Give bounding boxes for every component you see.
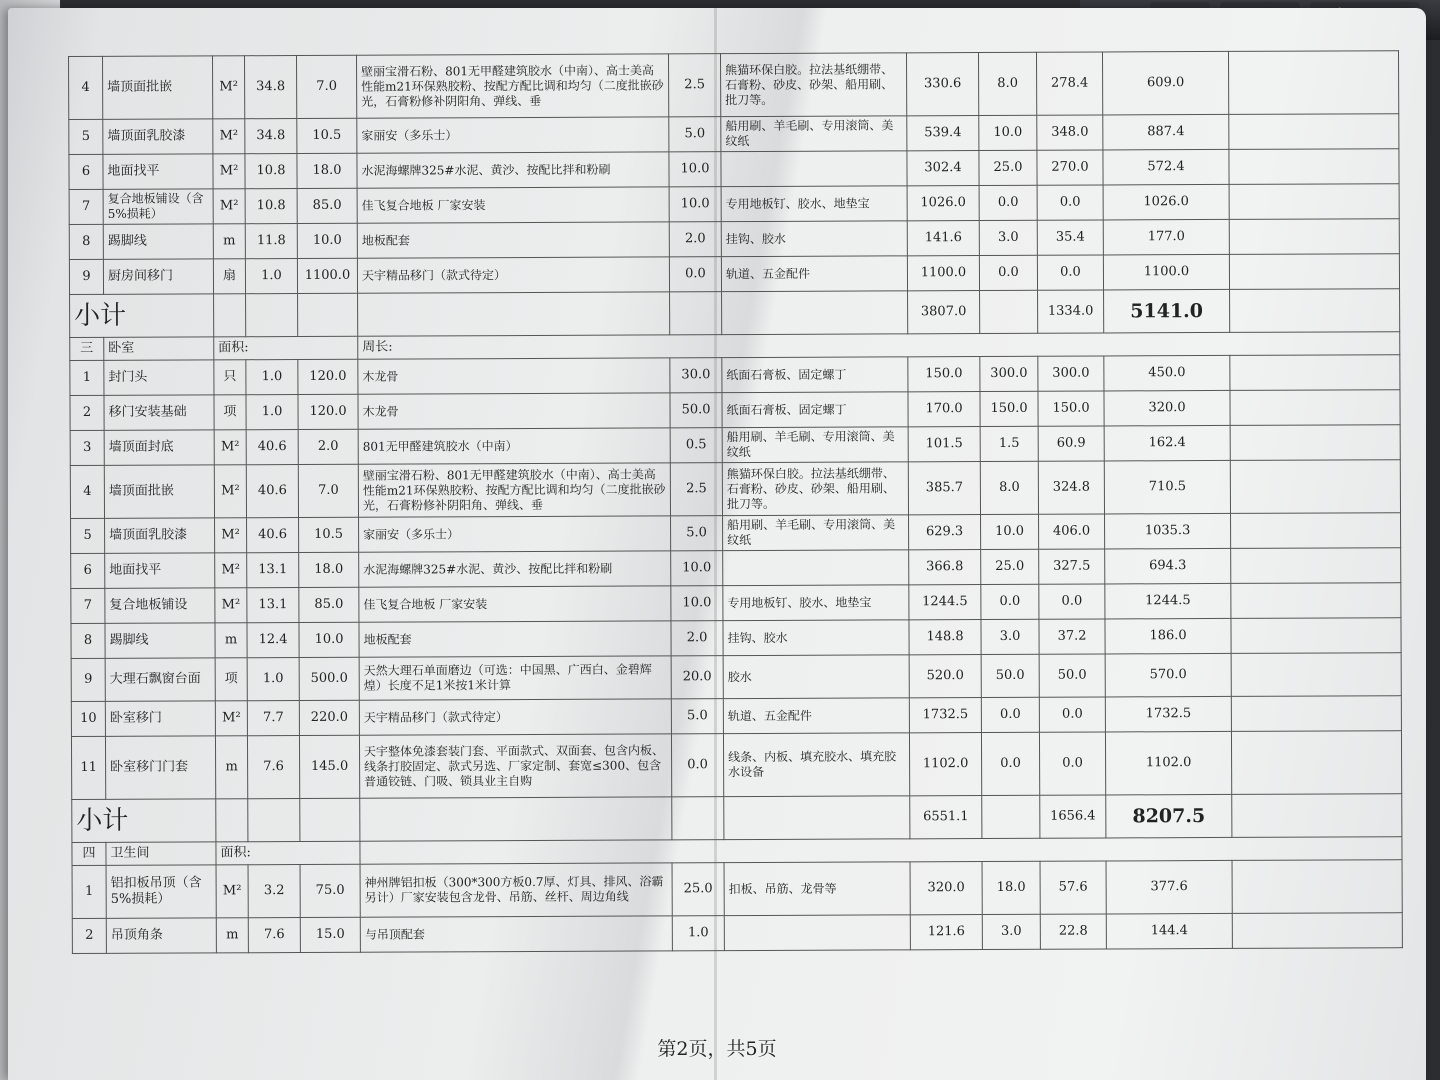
- material-total: 366.8: [909, 550, 981, 585]
- remark: [1231, 583, 1401, 619]
- material-total: 170.0: [908, 392, 980, 427]
- section-title: 卫生间: [106, 842, 216, 865]
- unit: m: [215, 623, 247, 658]
- labor-total: 324.8: [1038, 461, 1104, 514]
- remark: [1229, 219, 1399, 255]
- unit-price: 7.0: [298, 464, 358, 517]
- subtotal-label: 小计: [72, 799, 216, 843]
- labor-total: 0.0: [1039, 732, 1105, 795]
- labor-total: 327.5: [1039, 549, 1105, 584]
- quantity: 1.0: [247, 657, 299, 700]
- material-desc: 天宇精品移门（款式待定）: [359, 699, 671, 735]
- row-no: 5: [69, 119, 103, 154]
- item-name: 地面找平: [103, 154, 213, 189]
- material-desc: 水泥海螺牌325#水泥、黄沙、按配比拌和粉刷: [357, 152, 669, 188]
- material-total: 320.0: [910, 862, 982, 915]
- remark: [1231, 653, 1401, 697]
- aux-materials: 船用刷、羊毛刷、专用滚筒、美纹纸: [721, 116, 907, 152]
- material-desc: 家丽安（多乐士）: [357, 117, 669, 153]
- aux-rate: 25.0: [672, 863, 724, 916]
- unit-price: 85.0: [297, 188, 357, 223]
- labor-price: 1.5: [980, 426, 1038, 461]
- quotation-table: [68, 50, 1403, 954]
- item-name: 封门头: [104, 360, 214, 395]
- row-no: 3: [70, 430, 104, 465]
- labor-total: 150.0: [1038, 391, 1104, 426]
- remark: [1229, 184, 1399, 220]
- subtotal-labor: 1656.4: [1040, 795, 1106, 838]
- aux-rate: 50.0: [670, 393, 722, 428]
- remark: [1230, 355, 1400, 391]
- item-name: 复合地板铺设: [105, 588, 215, 623]
- labor-total: 0.0: [1037, 255, 1103, 290]
- aux-materials: 线条、内板、填充胶水、填充胶水设备: [723, 733, 909, 797]
- quantity: 40.6: [247, 517, 299, 552]
- table-row: [69, 219, 1399, 260]
- row-total: 144.4: [1106, 913, 1232, 949]
- table-row: [69, 51, 1399, 120]
- row-total: 450.0: [1104, 355, 1230, 391]
- item-name: 墙顶面乳胶漆: [105, 518, 215, 553]
- unit-price: 2.0: [298, 429, 358, 464]
- unit: M²: [214, 465, 246, 518]
- remark: [1230, 390, 1400, 426]
- quotation-paper: [8, 8, 1426, 1080]
- remark: [1231, 513, 1401, 549]
- unit-price: 85.0: [299, 587, 359, 622]
- quantity: 40.6: [246, 464, 298, 517]
- bedroom-subtotal: [72, 794, 1402, 866]
- row-total: 1026.0: [1103, 184, 1229, 220]
- labor-price: 0.0: [981, 697, 1039, 732]
- table-row: [71, 513, 1401, 554]
- material-total: 141.6: [907, 221, 979, 256]
- remark: [1229, 114, 1399, 150]
- aux-materials: 挂钩、胶水: [721, 221, 907, 257]
- labor-price: 10.0: [979, 115, 1037, 150]
- item-name: 墙顶面乳胶漆: [103, 119, 213, 154]
- aux-materials: 胶水: [723, 655, 909, 699]
- quantity: 40.6: [246, 429, 298, 464]
- unit: M²: [215, 701, 247, 736]
- row-total: 377.6: [1106, 860, 1232, 914]
- item-name: 墙顶面批嵌: [104, 465, 214, 518]
- item-name: 踢脚线: [105, 623, 215, 658]
- aux-materials: 专用地板钉、胶水、地垫宝: [721, 186, 907, 222]
- labor-total: 22.8: [1040, 914, 1106, 949]
- unit: M²: [213, 189, 245, 224]
- subtotal-label: 小计: [70, 294, 214, 338]
- aux-materials: [723, 550, 909, 586]
- row-no: 8: [71, 623, 105, 658]
- quantity: 12.4: [247, 622, 299, 657]
- unit-price: 120.0: [298, 394, 358, 429]
- item-name: 吊顶角条: [106, 918, 216, 953]
- unit-price: 10.5: [297, 118, 357, 153]
- item-name: 厨房间移门: [103, 259, 213, 294]
- quantity: 34.8: [245, 119, 297, 154]
- row-total: 710.5: [1104, 460, 1230, 514]
- unit-price: 500.0: [299, 657, 359, 700]
- perimeter-label: 周长:: [358, 332, 1400, 360]
- table-row: [69, 184, 1399, 225]
- row-no: 1: [72, 865, 106, 918]
- aux-rate: 0.0: [669, 257, 721, 292]
- material-total: 302.4: [907, 151, 979, 186]
- quantity: 10.8: [245, 189, 297, 224]
- table-row: [70, 460, 1400, 519]
- remark: [1231, 696, 1401, 732]
- subtotal-row: [72, 794, 1402, 843]
- aux-rate: 10.0: [669, 152, 721, 187]
- aux-rate: 1.0: [672, 916, 724, 951]
- section-no: 三: [70, 337, 104, 360]
- quantity: 13.1: [247, 587, 299, 622]
- aux-rate: 5.0: [669, 117, 721, 152]
- labor-total: 57.6: [1040, 861, 1106, 914]
- unit: m: [213, 224, 245, 259]
- unit: 扇: [213, 259, 245, 294]
- subtotal-labor: 1334.0: [1038, 290, 1104, 333]
- row-no: 6: [71, 553, 105, 588]
- material-total: 1102.0: [909, 733, 981, 796]
- labor-price: 8.0: [978, 52, 1036, 115]
- row-total: 177.0: [1103, 219, 1229, 255]
- row-no: 7: [69, 189, 103, 224]
- aux-materials: [721, 151, 907, 187]
- labor-price: 3.0: [979, 220, 1037, 255]
- row-total: 694.3: [1105, 548, 1231, 584]
- subtotal-total: 8207.5: [1106, 794, 1232, 838]
- material-total: 1026.0: [907, 186, 979, 221]
- row-no: 9: [69, 259, 103, 294]
- remark: [1231, 618, 1401, 654]
- unit-price: 15.0: [300, 917, 360, 952]
- quantity: 13.1: [247, 552, 299, 587]
- material-desc: 地板配套: [357, 222, 669, 258]
- unit-price: 10.5: [299, 517, 359, 552]
- unit: M²: [213, 119, 245, 154]
- row-total: 1035.3: [1105, 513, 1231, 549]
- section-title: 卧室: [104, 337, 214, 360]
- aux-rate: 5.0: [671, 516, 723, 551]
- remark: [1231, 731, 1401, 795]
- labor-total: 270.0: [1037, 150, 1103, 185]
- unit-price: 10.0: [297, 223, 357, 258]
- labor-total: 37.2: [1039, 619, 1105, 654]
- table-row: [72, 860, 1402, 919]
- aux-materials: 船用刷、羊毛刷、专用滚筒、美纹纸: [722, 427, 908, 463]
- material-total: 148.8: [909, 620, 981, 655]
- material-desc: 壁丽宝滑石粉、801无甲醛建筑胶水（中南）、高士美高性能m21环保熟胶粉、按配方配比调和均匀（二度批嵌砂光，石膏粉修补阴阳角、弹线、垂: [358, 463, 670, 517]
- material-total: 1732.5: [909, 698, 981, 733]
- subtotal-row: [70, 289, 1400, 338]
- row-no: 6: [69, 154, 103, 189]
- item-name: 墙顶面封底: [104, 430, 214, 465]
- labor-total: 35.4: [1037, 220, 1103, 255]
- unit: M²: [215, 588, 247, 623]
- quantity: 7.6: [247, 735, 299, 798]
- table-row: [71, 618, 1401, 659]
- unit: M²: [213, 154, 245, 189]
- aux-materials: 扣板、吊筋、龙骨等: [724, 862, 910, 916]
- table-row: [69, 114, 1399, 155]
- labor-price: 25.0: [979, 150, 1037, 185]
- row-total: 186.0: [1105, 618, 1231, 654]
- material-total: 330.6: [906, 53, 978, 116]
- item-name: 移门安装基础: [104, 395, 214, 430]
- table-row: [69, 254, 1399, 295]
- labor-total: 0.0: [1037, 185, 1103, 220]
- bedroom-section: [70, 355, 1402, 800]
- remark: [1230, 425, 1400, 461]
- labor-total: 0.0: [1039, 697, 1105, 732]
- labor-price: 150.0: [980, 391, 1038, 426]
- aux-materials: 纸面石膏板、固定螺丁: [722, 357, 908, 393]
- quantity: 1.0: [245, 259, 297, 294]
- table-row: [71, 653, 1401, 702]
- material-total: 121.6: [910, 915, 982, 950]
- material-total: 150.0: [908, 357, 980, 392]
- remark: [1230, 460, 1400, 514]
- unit: M²: [215, 518, 247, 553]
- labor-price: 300.0: [980, 356, 1038, 391]
- material-desc: 壁丽宝滑石粉、801无甲醛建筑胶水（中南）、高士美高性能m21环保熟胶粉、按配方配比调和均匀（二度批嵌砂光，石膏粉修补阴阳角、弹线、垂: [356, 54, 668, 118]
- unit-price: 18.0: [299, 552, 359, 587]
- unit: M²: [214, 430, 246, 465]
- material-total: 539.4: [907, 116, 979, 151]
- remark: [1229, 149, 1399, 185]
- table-row: [70, 390, 1400, 431]
- row-total: 570.0: [1105, 653, 1231, 697]
- labor-total: 406.0: [1039, 514, 1105, 549]
- material-desc: 地板配套: [359, 621, 671, 657]
- material-desc: 神州牌铝扣板（300*300方板0.7厚、灯具、排风、浴霸另计）厂家安装包含龙骨、吊筋、丝杆、周边角线: [360, 863, 672, 917]
- table-row: [72, 913, 1402, 954]
- material-total: 1100.0: [907, 256, 979, 291]
- item-name: 大理石飘窗台面: [105, 658, 215, 701]
- aux-materials: 挂钩、胶水: [723, 620, 909, 656]
- page-number: 第2页，共5页: [657, 1038, 777, 1060]
- table-row: [70, 425, 1400, 466]
- row-total: 609.0: [1102, 51, 1228, 115]
- remark: [1232, 860, 1402, 914]
- aux-rate: 20.0: [671, 656, 723, 699]
- remark: [1229, 254, 1399, 290]
- item-name: 墙顶面批嵌: [103, 56, 213, 119]
- row-no: 2: [70, 395, 104, 430]
- aux-materials: 轨道、五金配件: [721, 256, 907, 292]
- row-total: 1732.5: [1105, 696, 1231, 732]
- labor-price: 8.0: [980, 461, 1038, 514]
- labor-total: 50.0: [1039, 654, 1105, 697]
- aux-materials: 纸面石膏板、固定螺丁: [722, 392, 908, 428]
- table-row: [71, 583, 1401, 624]
- section-no: 四: [72, 842, 106, 865]
- unit-price: 145.0: [299, 735, 359, 798]
- row-total: 320.0: [1104, 390, 1230, 426]
- unit: M²: [215, 553, 247, 588]
- material-desc: 木龙骨: [358, 393, 670, 429]
- row-no: 11: [71, 736, 105, 799]
- aux-rate: 10.0: [671, 551, 723, 586]
- table-row: [69, 149, 1399, 190]
- row-total: 1244.5: [1105, 583, 1231, 619]
- aux-rate: 2.5: [670, 463, 722, 516]
- material-desc: 佳飞复合地板 厂家安装: [359, 586, 671, 622]
- row-no: 8: [69, 224, 103, 259]
- quantity: 11.8: [245, 224, 297, 259]
- row-total: 887.4: [1103, 114, 1229, 150]
- quantity: 34.8: [245, 56, 297, 119]
- row-no: 2: [72, 918, 106, 953]
- row-no: 5: [71, 518, 105, 553]
- unit-price: 7.0: [297, 55, 357, 118]
- material-desc: 天然大理石单面磨边（可选：中国黑、广西白、金碧辉煌）长度不足1米按1米计算: [359, 656, 671, 700]
- aux-rate: 5.0: [671, 699, 723, 734]
- table-row: [70, 355, 1400, 396]
- labor-total: 0.0: [1039, 584, 1105, 619]
- labor-total: 348.0: [1037, 115, 1103, 150]
- quantity: 10.8: [245, 154, 297, 189]
- unit: 项: [214, 395, 246, 430]
- labor-price: 18.0: [982, 861, 1040, 914]
- unit-price: 18.0: [297, 153, 357, 188]
- unit: m: [216, 918, 248, 953]
- aux-materials: 专用地板钉、胶水、地垫宝: [723, 585, 909, 621]
- remark: [1231, 548, 1401, 584]
- item-name: 踢脚线: [103, 224, 213, 259]
- labor-price: 10.0: [981, 514, 1039, 549]
- labor-price: 25.0: [981, 549, 1039, 584]
- item-name: 地面找平: [105, 553, 215, 588]
- quotation-body: [69, 51, 1400, 361]
- table-row: [71, 731, 1401, 800]
- item-name: 复合地板铺设（含5%损耗）: [103, 189, 213, 224]
- row-no: 9: [71, 658, 105, 701]
- labor-price: 0.0: [979, 255, 1037, 290]
- aux-rate: 10.0: [671, 586, 723, 621]
- row-total: 572.4: [1103, 149, 1229, 185]
- unit: 项: [215, 658, 247, 701]
- item-name: 铝扣板吊顶（含5%损耗）: [106, 865, 216, 918]
- table-row: [71, 548, 1401, 589]
- unit-price: 10.0: [299, 622, 359, 657]
- table-row: [71, 696, 1401, 737]
- material-desc: 水泥海螺牌325#水泥、黄沙、按配比拌和粉刷: [359, 551, 671, 587]
- quantity: 1.0: [246, 394, 298, 429]
- labor-price: 0.0: [979, 185, 1037, 220]
- row-no: 7: [71, 588, 105, 623]
- unit-price: 120.0: [298, 359, 358, 394]
- bathroom-section: [72, 860, 1402, 954]
- quantity: 7.7: [247, 700, 299, 735]
- row-no: 4: [69, 56, 103, 119]
- material-desc: 家丽安（多乐士）: [359, 516, 671, 552]
- material-desc: 天宇精品移门（款式待定）: [357, 257, 669, 293]
- aux-materials: [724, 915, 910, 951]
- labor-price: 0.0: [981, 732, 1039, 795]
- aux-rate: 2.0: [671, 621, 723, 656]
- labor-price: 50.0: [981, 654, 1039, 697]
- material-desc: 佳飞复合地板 厂家安装: [357, 187, 669, 223]
- row-no: 10: [71, 701, 105, 736]
- quotation-sheet: [68, 50, 1403, 954]
- aux-rate: 30.0: [670, 358, 722, 393]
- unit-price: 1100.0: [297, 258, 357, 293]
- quantity: 7.6: [248, 917, 300, 952]
- unit: m: [215, 736, 247, 799]
- area-label: 面积:: [216, 841, 360, 865]
- quantity: 3.2: [248, 864, 300, 917]
- row-total: 162.4: [1104, 425, 1230, 461]
- quantity: 1.0: [246, 360, 298, 395]
- subtotal-material: 3807.0: [908, 291, 980, 334]
- aux-rate: 2.0: [669, 222, 721, 257]
- labor-total: 278.4: [1036, 52, 1102, 115]
- unit-price: 75.0: [300, 864, 360, 917]
- aux-rate: 0.0: [671, 734, 723, 797]
- item-name: 卧室移门门套: [105, 736, 215, 799]
- material-total: 1244.5: [909, 585, 981, 620]
- material-desc: 木龙骨: [358, 358, 670, 394]
- labor-price: 0.0: [981, 584, 1039, 619]
- area-label: 面积:: [214, 336, 358, 360]
- aux-materials: 轨道、五金配件: [723, 698, 909, 734]
- material-desc: 与吊顶配套: [360, 916, 672, 952]
- labor-price: 3.0: [981, 619, 1039, 654]
- item-name: 卧室移门: [105, 701, 215, 736]
- remark: [1228, 51, 1398, 115]
- aux-materials: 熊猫环保白胶。拉法基纸绷带、石膏粉、砂皮、砂架、船用刷、批刀等。: [722, 462, 908, 516]
- aux-rate: 2.5: [668, 54, 720, 117]
- row-no: 4: [70, 465, 104, 518]
- material-total: 101.5: [908, 427, 980, 462]
- unit: M²: [216, 865, 248, 918]
- unit-price: 220.0: [299, 700, 359, 735]
- row-no: 1: [70, 360, 104, 395]
- subtotal-material: 6551.1: [910, 796, 982, 839]
- material-total: 520.0: [909, 655, 981, 698]
- aux-materials: 熊猫环保白胶。拉法基纸绷带、石膏粉、砂皮、砂架、船用刷、批刀等。: [720, 53, 906, 117]
- unit: M²: [213, 56, 245, 119]
- aux-rate: 0.5: [670, 428, 722, 463]
- row-total: 1100.0: [1103, 254, 1229, 290]
- material-desc: 801无甲醛建筑胶水（中南）: [358, 428, 670, 464]
- aux-rate: 10.0: [669, 187, 721, 222]
- labor-total: 300.0: [1038, 356, 1104, 391]
- remark: [1232, 913, 1402, 949]
- aux-materials: 船用刷、羊毛刷、专用滚筒、美纹纸: [723, 515, 909, 551]
- labor-total: 60.9: [1038, 426, 1104, 461]
- row-total: 1102.0: [1105, 731, 1231, 795]
- unit: 只: [214, 360, 246, 395]
- subtotal-total: 5141.0: [1104, 289, 1230, 333]
- labor-price: 3.0: [982, 914, 1040, 949]
- material-total: 385.7: [908, 462, 980, 515]
- material-total: 629.3: [909, 515, 981, 550]
- material-desc: 天宇整体免漆套装门套、平面款式、双面套、包含内板、线条打胶固定、款式另选、厂家定制、套宽≤300、包含普通铰链、门吸、锁具业主自购: [359, 734, 671, 798]
